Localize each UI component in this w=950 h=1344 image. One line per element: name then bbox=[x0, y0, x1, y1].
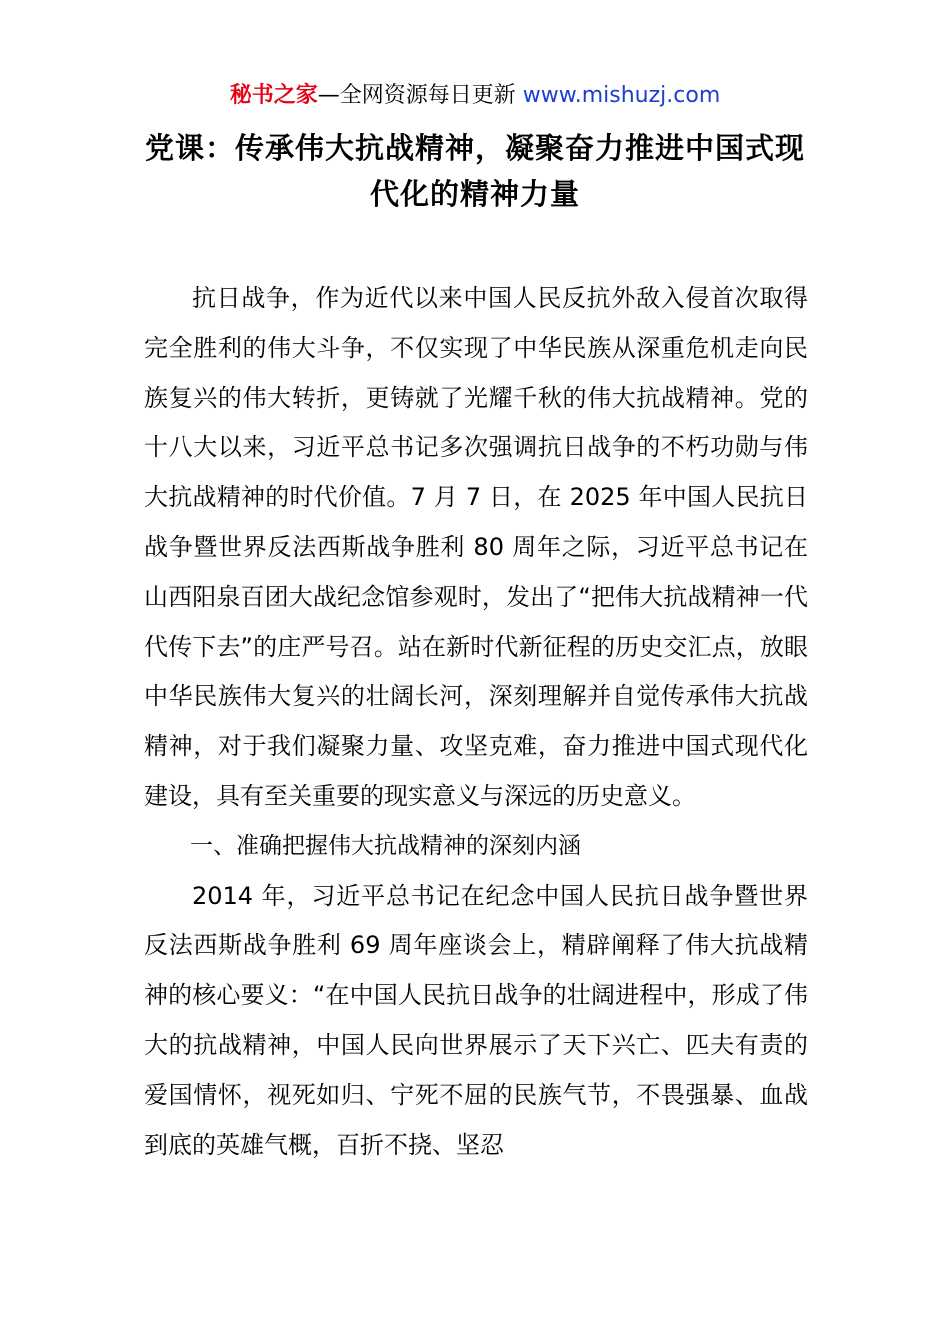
body-paragraph-section1: 2014 年，习近平总书记在纪念中国人民抗日战争暨世界反法西斯战争胜利 69 周年座谈会上，精辟阐释了伟大抗战精神的核心要义：“在中国人民抗日战争的壮阔进程中，形成了伟大的抗战精神，中国人民向世界展示了天下兴亡、匹夫有责的爱国情怀，视死如归、宁死不屈的民族气节，不畏强暴、血战到底的英雄气概，百折不挠、坚忍 bbox=[144, 881, 808, 1159]
site-name: 秘书之家 bbox=[229, 83, 318, 108]
body-paragraph-intro: 抗日战争，作为近代以来中国人民反抗外敌入侵首次取得完全胜利的伟大斗争，不仅实现了中华民族从深重危机走向民族复兴的伟大转折，更铸就了光耀千秋的伟大抗战精神。党的十八大以来，习近平总书记多次强调抗日战争的不朽功勋与伟大抗战精神的时代价值。7 月 7 日，在 2025 年中国人民抗日战争暨世界反法西斯战争胜利 80 周年之际，习近平总书记在山西阳泉百团大战纪念馆参观时，发出了“把伟大抗战精神一代代传下去”的庄严号召。站在新时代新征程的历史交汇点，放眼中华民族伟大复兴的壮阔长河，深刻理解并自觉传承伟大抗战精神，对于我们凝聚力量、攻坚克难，奋力推进中国式现代化建设，具有至关重要的现实意义与深远的历史意义。 bbox=[144, 284, 808, 810]
document-body bbox=[144, 274, 808, 1170]
section-heading-1: 一、准确把握伟大抗战精神的深刻内涵 bbox=[190, 832, 581, 859]
site-slogan: —全网资源每日更新 bbox=[317, 83, 523, 108]
document-title: 党课：传承伟大抗战精神，凝聚奋力推进中国式现代化的精神力量 bbox=[144, 131, 805, 211]
site-url-link[interactable]: www.mishuzj.com bbox=[522, 83, 721, 108]
site-banner bbox=[0, 80, 950, 112]
